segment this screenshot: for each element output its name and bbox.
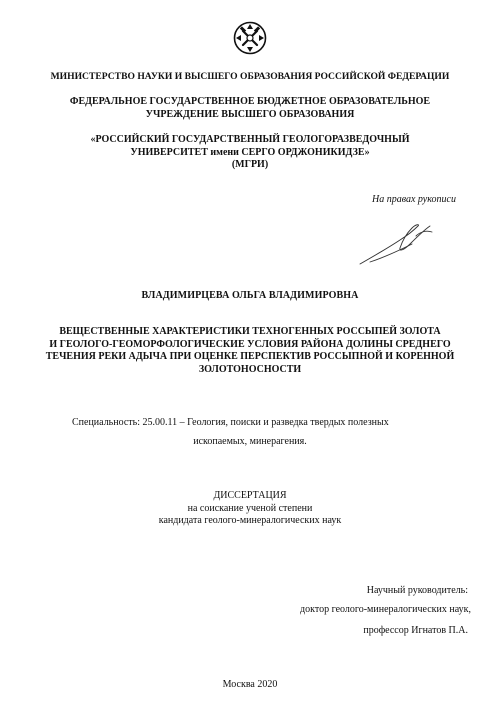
degree-purpose: на соискание ученой степени <box>187 503 313 514</box>
ministry-name: МИНИСТЕРСТВО НАУКИ И ВЫСШЕГО ОБРАЗОВАНИЯ РОССИЙСКОЙ ФЕДЕРАЦИИ <box>50 71 450 82</box>
supervisor-label: Научный руководитель: <box>366 585 468 596</box>
signature <box>356 218 436 268</box>
dissertation-title <box>30 326 470 376</box>
rights-note: На правах рукописи <box>372 194 456 205</box>
specialty-line-continued: ископаемых, минерагения. <box>193 436 307 447</box>
university-name <box>0 134 500 172</box>
city-year: Москва 2020 <box>222 679 278 690</box>
specialty-line: Специальность: 25.00.11 – Геология, поиски и разведка твердых полезных <box>72 417 389 428</box>
university-abbreviation: (МГРИ) <box>231 159 269 170</box>
title-line: ВЕЩЕСТВЕННЫЕ ХАРАКТЕРИСТИКИ ТЕХНОГЕННЫХ РОССЫПЕЙ ЗОЛОТА <box>59 326 441 337</box>
degree-name: кандидата геолого-минералогических наук <box>158 515 342 526</box>
institution-line: ФЕДЕРАЛЬНОЕ ГОСУДАРСТВЕННОЕ БЮДЖЕТНОЕ ОБРАЗОВАТЕЛЬНОЕ <box>69 96 431 107</box>
title-line: ЗОЛОТОНОСНОСТИ <box>198 363 302 375</box>
institution-type <box>0 96 500 121</box>
author-name: ВЛАДИМИРЦЕВА ОЛЬГА ВЛАДИМИРОВНА <box>141 290 359 301</box>
university-line: «РОССИЙСКИЙ ГОСУДАРСТВЕННЫЙ ГЕОЛОГОРАЗВЕДОЧНЫЙ <box>90 134 410 145</box>
university-line: УНИВЕРСИТЕТ имени СЕРГО ОРДЖОНИКИДЗЕ» <box>130 146 370 158</box>
institution-line: УЧРЕЖДЕНИЕ ВЫСШЕГО ОБРАЗОВАНИЯ <box>145 108 355 120</box>
title-line: ТЕЧЕНИЯ РЕКИ АДЫЧА ПРИ ОЦЕНКЕ ПЕРСПЕКТИВ РОССЫПНОЙ И КОРЕННОЙ <box>45 351 455 362</box>
title-line: И ГЕОЛОГО-ГЕОМОРФОЛОГИЧЕСКИЕ УСЛОВИЯ РАЙОНА ДОЛИНЫ СРЕДНЕГО <box>49 338 451 350</box>
supervisor-name: профессор Игнатов П.А. <box>363 625 468 636</box>
supervisor-degree: доктор геолого-минералогических наук, <box>300 604 471 615</box>
dissertation-heading: ДИССЕРТАЦИЯ <box>213 490 287 501</box>
university-emblem-icon <box>232 20 268 56</box>
